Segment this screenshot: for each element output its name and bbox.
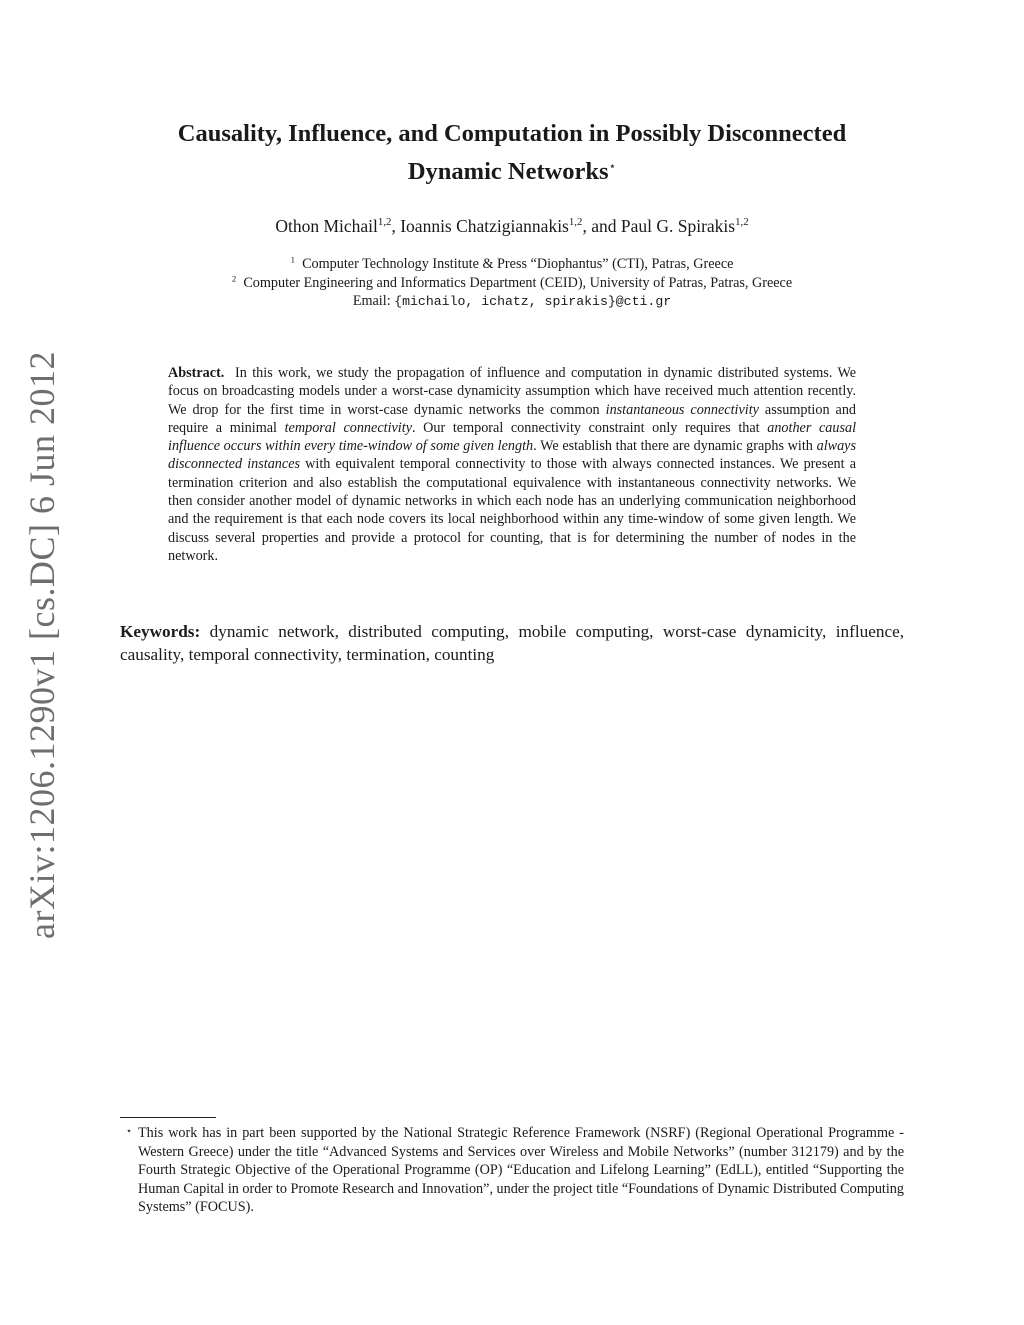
author-name: Othon Michail xyxy=(275,216,378,236)
footnote xyxy=(120,1123,904,1217)
title-line-1: Causality, Influence, and Computation in Possibly Disconnected xyxy=(177,120,847,147)
footnote-mark: ⋆ xyxy=(125,1126,133,1137)
footnote-text: This work has in part been supported by the National Strategic Reference Framework (NSRF) (Regional Operational Programme - Western Greece) under the title “Advanced Systems and Services over Wireless and Mobile Networks” (number 312179) and by the Fourth Strategic Objective of the Operational Programme (OP) “Education and Lifelong Learning” (EdLL), entitled “Supporting the Human Capital in order to Promote Research and Innovation”, under the project title “Foundations of Dynamic Distributed Computing Systems” (FOCUS). xyxy=(138,1125,904,1216)
abstract: Abstract. In this work, we study the propagation of influence and computation in dynamic distributed systems. We focus on broadcasting models under a worst-case dynamicity assumption which have received much attention recently. We drop for the first time in worst-case dynamic networks the common instantaneous connectivity assumption and require a minimal temporal connectivity. Our temporal connectivity constraint only requires that another causal influence occurs within every time-window of some given length. We establish that there are dynamic graphs with always disconnected instances with equivalent temporal connectivity to those with always connected instances. We present a termination criterion and also establish the computational equivalence with instantaneous connectivity networks. We then consider another model of dynamic networks in which each node has an underlying communication neighborhood and the requirement is that each node covers its local neighborhood within any time-window of some given length. We discuss several properties and provide a protocol for counting, that is for determining the number of nodes in the network. xyxy=(168,365,857,564)
abstract-label: Abstract. xyxy=(168,365,225,381)
author-affiliation-mark: 1,2 xyxy=(568,216,583,229)
affiliation-2: $^2$ Computer Engineering and Informatics Department (CEID), University of Patras, Patras, Greece xyxy=(231,272,793,291)
arxiv-identifier-stamp: arXiv:1206.1290v1 [cs.DC] 6 Jun 2012 xyxy=(22,351,62,939)
author-affiliation-mark: 1,2 xyxy=(735,216,749,229)
footnote-divider xyxy=(120,1117,216,1118)
keywords-text: dynamic network, distributed computing, mobile computing, worst-case dynamicity, influence, causality, temporal connectivity, termination, counting xyxy=(120,622,905,664)
title-line-2: Dynamic Networks⋆ xyxy=(407,158,617,186)
affiliations xyxy=(112,255,912,312)
email-address: {michailo, ichatz, spirakis}@cti.gr xyxy=(394,294,672,309)
author-affiliation-mark: 1,2 xyxy=(377,216,392,229)
author-name: Ioannis Chatzigiannakis xyxy=(400,216,569,236)
email-line: Email: {michailo, ichatz, spirakis}@cti.gr xyxy=(352,293,672,309)
author-list: Othon Michail$^{1,2}$, Ioannis Chatzigiannakis$^{1,2}$, and Paul G. Spirakis$^{1,2}$ xyxy=(275,216,749,236)
keywords xyxy=(120,620,904,666)
author-name: Paul G. Spirakis xyxy=(620,216,736,236)
title-footnote-mark: ⋆ xyxy=(608,159,617,173)
keywords-label: Keywords: xyxy=(120,622,201,641)
paper-title xyxy=(112,118,912,188)
affiliation-1: $^1$ Computer Technology Institute & Press “Diophantus” (CTI), Patras, Greece xyxy=(290,254,734,272)
